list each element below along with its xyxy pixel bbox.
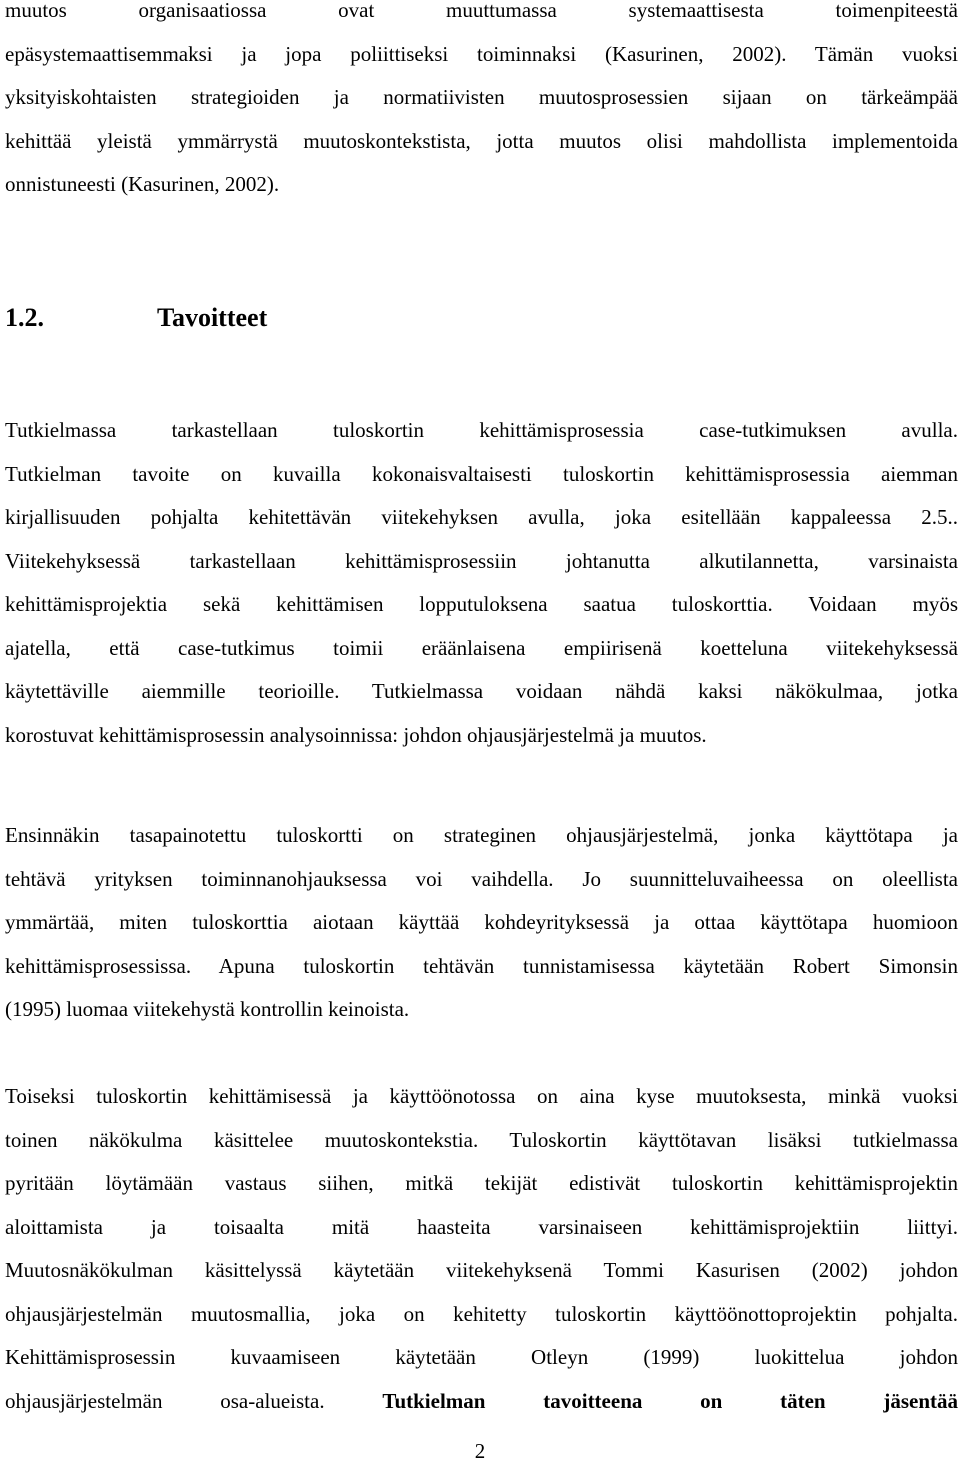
paragraph-line: onnistuneesti (Kasurinen, 2002). (5, 172, 280, 196)
paragraph-line: kehittämisprosessissa. Apuna tuloskortin tehtävän tunnistamisessa käytetään Robert Simonsin (5, 953, 958, 978)
section-title: Tavoitteet (157, 303, 268, 332)
paragraph-line: toinen näkökulma käsittelee muutoskontekstia. Tuloskortin käyttötavan lisäksi tutkielmassa (5, 1127, 958, 1152)
paragraph-text: ohjausjärjestelmän osa-alueista. (5, 1388, 325, 1413)
paragraph-line: (1995) luomaa viitekehystä kontrollin keinoista. (5, 997, 410, 1021)
section-heading (5, 298, 267, 338)
paragraph-line: kehittää yleistä ymmärrystä muutoskontekstista, jotta muutos olisi mahdollista implementoida (5, 128, 958, 153)
second-paragraph (5, 1075, 958, 1423)
section-number: 1.2. (5, 303, 44, 332)
paragraph-line: korostuvat kehittämisprosessin analysoinnissa: johdon ohjausjärjestelmä ja muutos. (5, 722, 707, 747)
paragraph-line: ajatella, että case-tutkimus toimii eräänlaisena empiirisenä koetteluna viitekehyksessä (5, 635, 958, 660)
paragraph-line: muutos organisaatiossa ovat muuttumassa systemaattisesta toimenpiteestä (5, 0, 958, 22)
paragraph-line: Ensinnäkin tasapainotettu tuloskortti on strateginen ohjausjärjestelmä, jonka käyttötapa ja (5, 823, 958, 847)
intro-paragraph (5, 0, 958, 207)
paragraph-line: aloittamista ja toisaalta mitä haasteita varsinaiseen kehittämisprojektiin liittyi. (5, 1214, 958, 1239)
bold-emphasis-text: Tutkielman tavoitteena on täten jäsentää (382, 1388, 958, 1413)
paragraph-line: ymmärtää, miten tuloskorttia aiotaan käyttää kohdeyrityksessä ja ottaa käyttötapa huomioon (5, 910, 958, 934)
paragraph-line: kirjallisuuden pohjalta kehitettävän viitekehyksen avulla, joka esitellään kappaleessa 2.5.. (5, 505, 958, 529)
paragraph-line: yksityiskohtaisten strategioiden ja normatiivisten muutosprosessien sijaan on tärkeämpää (5, 85, 958, 109)
paragraph-line: käytettäville aiemmille teorioille. Tutkielmassa voidaan nähdä kaksi näkökulmaa, jotka (5, 679, 958, 703)
paragraph-line: kehittämisprojektia sekä kehittämisen lopputuloksena saatua tuloskorttia. Voidaan myös (5, 592, 958, 616)
paragraph-line: ohjausjärjestelmän muutosmallia, joka on kehitetty tuloskortin käyttöönottoprojektin pohjalta. (5, 1301, 958, 1326)
first-paragraph (5, 814, 958, 1032)
paragraph-line-mixed (5, 1380, 958, 1424)
page-number: 2 (474, 1439, 486, 1463)
paragraph-line: Viitekehyksessä tarkastellaan kehittämisprosessiin johtanutta alkutilannetta, varsinaista (5, 548, 958, 573)
paragraph-line: Toiseksi tuloskortin kehittämisessä ja käyttöönotossa on aina kyse muutoksesta, minkä vuoksi (5, 1084, 958, 1108)
paragraph-line: pyritään löytämään vastaus siihen, mitkä tekijät edistivät tuloskortin kehittämisprojektin (5, 1171, 958, 1195)
paragraph-line: Kehittämisprosessin kuvaamiseen käytetään Otleyn (1999) luokittelua johdon (5, 1345, 958, 1369)
paragraph-line: Muutosnäkökulman käsittelyssä käytetään viitekehyksenä Tommi Kasurisen (2002) johdon (5, 1258, 958, 1282)
paragraph-line: tehtävä yrityksen toiminnanohjauksessa voi vaihdella. Jo suunnitteluvaiheessa on oleellista (5, 866, 958, 891)
paragraph-line: epäsystemaattisemmaksi ja jopa poliittiseksi toiminnaksi (Kasurinen, 2002). Tämän vuoksi (5, 41, 958, 66)
goals-paragraph (5, 409, 958, 757)
paragraph-line: Tutkielman tavoite on kuvailla kokonaisvaltaisesti tuloskortin kehittämisprosessia aiemman (5, 461, 958, 486)
paragraph-line: Tutkielmassa tarkastellaan tuloskortin kehittämisprosessia case-tutkimuksen avulla. (5, 418, 958, 442)
